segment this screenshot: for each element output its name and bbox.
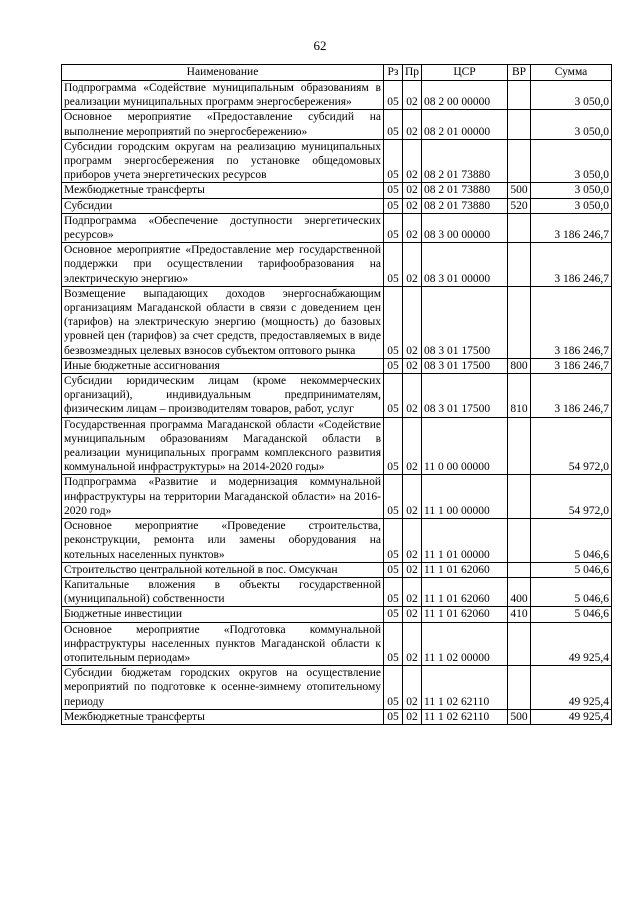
header-rz: Рз — [384, 65, 403, 81]
cell-vr — [508, 519, 531, 563]
cell-vr — [508, 243, 531, 287]
cell-sum: 3 050,0 — [531, 198, 612, 213]
cell-vr — [508, 475, 531, 519]
header-pr: Пр — [403, 65, 422, 81]
cell-pr: 02 — [403, 475, 422, 519]
cell-name: Межбюджетные трансферты — [62, 183, 384, 198]
cell-pr: 02 — [403, 562, 422, 577]
cell-rz: 05 — [384, 607, 403, 622]
cell-rz: 05 — [384, 417, 403, 475]
cell-rz: 05 — [384, 110, 403, 139]
cell-pr: 02 — [403, 622, 422, 666]
cell-rz: 05 — [384, 198, 403, 213]
cell-name: Основное мероприятие «Подготовка коммунальной инфраструктуры населенных пунктов Магаданской области к отопительным периодам» — [62, 622, 384, 666]
table-row — [62, 81, 612, 110]
cell-csr: 11 1 01 62060 — [422, 607, 508, 622]
cell-pr: 02 — [403, 709, 422, 724]
cell-sum: 3 186 246,7 — [531, 358, 612, 373]
cell-pr: 02 — [403, 213, 422, 242]
table-row — [62, 374, 612, 418]
cell-rz: 05 — [384, 475, 403, 519]
page-number: 62 — [313, 38, 327, 53]
cell-name: Основное мероприятие «Предоставление мер государственной поддержки при осуществлении тарифообразования на электрическую энергию» — [62, 243, 384, 287]
cell-vr — [508, 666, 531, 710]
cell-sum: 5 046,6 — [531, 577, 612, 606]
cell-name: Капитальные вложения в объекты государственной (муниципальной) собственности — [62, 577, 384, 606]
header-name: Наименование — [62, 65, 384, 81]
cell-csr: 11 1 01 62060 — [422, 577, 508, 606]
cell-vr: 810 — [508, 374, 531, 418]
cell-vr: 500 — [508, 183, 531, 198]
cell-pr: 02 — [403, 243, 422, 287]
cell-csr: 11 1 00 00000 — [422, 475, 508, 519]
cell-rz: 05 — [384, 374, 403, 418]
table-row — [62, 475, 612, 519]
table-row — [62, 577, 612, 606]
cell-rz: 05 — [384, 213, 403, 242]
cell-sum: 3 050,0 — [531, 81, 612, 110]
table-row — [62, 519, 612, 563]
cell-sum: 3 050,0 — [531, 139, 612, 183]
cell-name: Субсидии бюджетам городских округов на осуществление мероприятий по подготовке к осенне-зимнему отопительному периоду — [62, 666, 384, 710]
table-row — [62, 417, 612, 475]
cell-csr: 11 1 02 62110 — [422, 709, 508, 724]
cell-pr: 02 — [403, 139, 422, 183]
cell-vr — [508, 81, 531, 110]
cell-pr: 02 — [403, 417, 422, 475]
cell-pr: 02 — [403, 607, 422, 622]
cell-rz: 05 — [384, 709, 403, 724]
cell-pr: 02 — [403, 666, 422, 710]
cell-sum: 5 046,6 — [531, 519, 612, 563]
cell-sum: 5 046,6 — [531, 562, 612, 577]
cell-name: Подпрограмма «Содействие муниципальным образованиям в реализации муниципальных программ энергосбережения» — [62, 81, 384, 110]
cell-name: Бюджетные инвестиции — [62, 607, 384, 622]
header-vr: ВР — [508, 65, 531, 81]
cell-rz: 05 — [384, 358, 403, 373]
cell-pr: 02 — [403, 358, 422, 373]
cell-csr: 11 1 02 62110 — [422, 666, 508, 710]
cell-csr: 08 3 01 00000 — [422, 243, 508, 287]
cell-csr: 08 3 01 17500 — [422, 286, 508, 358]
cell-sum: 49 925,4 — [531, 666, 612, 710]
cell-name: Строительство центральной котельной в пос. Омсукчан — [62, 562, 384, 577]
cell-pr: 02 — [403, 374, 422, 418]
cell-name: Субсидии юридическим лицам (кроме некоммерческих организаций), индивидуальным предпринимателям, физическим лицам – производителям товаров, работ, услуг — [62, 374, 384, 418]
table-row — [62, 213, 612, 242]
cell-name: Подпрограмма «Обеспечение доступности энергетических ресурсов» — [62, 213, 384, 242]
cell-rz: 05 — [384, 562, 403, 577]
cell-pr: 02 — [403, 577, 422, 606]
table-row — [62, 358, 612, 373]
table-row — [62, 183, 612, 198]
cell-csr: 08 2 01 73880 — [422, 183, 508, 198]
cell-vr — [508, 562, 531, 577]
table-header-row — [62, 65, 612, 81]
table-row — [62, 709, 612, 724]
cell-pr: 02 — [403, 198, 422, 213]
cell-name: Межбюджетные трансферты — [62, 709, 384, 724]
table-row — [62, 110, 612, 139]
cell-vr — [508, 286, 531, 358]
cell-sum: 3 186 246,7 — [531, 243, 612, 287]
cell-vr: 400 — [508, 577, 531, 606]
header-sum: Сумма — [531, 65, 612, 81]
cell-rz: 05 — [384, 622, 403, 666]
cell-rz: 05 — [384, 519, 403, 563]
cell-name: Субсидии городским округам на реализацию муниципальных программ энергосбережения по установке общедомовых приборов учета энергетических ресурсов — [62, 139, 384, 183]
cell-rz: 05 — [384, 666, 403, 710]
table-row — [62, 139, 612, 183]
cell-rz: 05 — [384, 183, 403, 198]
cell-sum: 49 925,4 — [531, 622, 612, 666]
cell-vr: 500 — [508, 709, 531, 724]
cell-csr: 11 0 00 00000 — [422, 417, 508, 475]
table-row — [62, 666, 612, 710]
cell-name: Возмещение выпадающих доходов энергоснабжающим организациям Магаданской области в связи с доведением цен (тарифов) на электрическую энергию (мощность) до базовых уровней цен (тарифов) за счет средств, предоставляемых в виде безвозмездных целевых взносов субъектом оптового рынка — [62, 286, 384, 358]
cell-csr: 08 2 00 00000 — [422, 81, 508, 110]
cell-sum: 3 050,0 — [531, 110, 612, 139]
cell-name: Субсидии — [62, 198, 384, 213]
cell-csr: 11 1 01 62060 — [422, 562, 508, 577]
header-csr: ЦСР — [422, 65, 508, 81]
cell-rz: 05 — [384, 286, 403, 358]
cell-csr: 11 1 01 00000 — [422, 519, 508, 563]
cell-sum: 3 186 246,7 — [531, 213, 612, 242]
budget-table — [61, 64, 612, 725]
cell-pr: 02 — [403, 519, 422, 563]
cell-vr — [508, 110, 531, 139]
cell-csr: 08 2 01 73880 — [422, 139, 508, 183]
cell-name: Основное мероприятие «Проведение строительства, реконструкции, ремонта или замены оборудования на котельных населенных пунктов» — [62, 519, 384, 563]
cell-rz: 05 — [384, 243, 403, 287]
cell-sum: 49 925,4 — [531, 709, 612, 724]
cell-csr: 08 2 01 73880 — [422, 198, 508, 213]
cell-name: Подпрограмма «Развитие и модернизация коммунальной инфраструктуры на территории Магаданской области» на 2016-2020 год» — [62, 475, 384, 519]
table-row — [62, 243, 612, 287]
cell-vr — [508, 417, 531, 475]
cell-vr: 520 — [508, 198, 531, 213]
cell-sum: 3 050,0 — [531, 183, 612, 198]
cell-vr — [508, 139, 531, 183]
cell-rz: 05 — [384, 139, 403, 183]
cell-pr: 02 — [403, 110, 422, 139]
table-row — [62, 286, 612, 358]
cell-vr: 410 — [508, 607, 531, 622]
cell-name: Иные бюджетные ассигнования — [62, 358, 384, 373]
cell-csr: 08 2 01 00000 — [422, 110, 508, 139]
cell-sum: 54 972,0 — [531, 475, 612, 519]
cell-pr: 02 — [403, 286, 422, 358]
cell-sum: 54 972,0 — [531, 417, 612, 475]
cell-rz: 05 — [384, 81, 403, 110]
cell-sum: 3 186 246,7 — [531, 374, 612, 418]
table-row — [62, 198, 612, 213]
cell-vr: 800 — [508, 358, 531, 373]
cell-csr: 08 3 00 00000 — [422, 213, 508, 242]
cell-vr — [508, 622, 531, 666]
cell-sum: 3 186 246,7 — [531, 286, 612, 358]
cell-csr: 08 3 01 17500 — [422, 358, 508, 373]
table-row — [62, 562, 612, 577]
cell-name: Государственная программа Магаданской области «Содействие муниципальным образованиям Магаданской области в реализации муниципальных программ комплексного развития коммунальной инфраструктуры» на 2014-2020 годы» — [62, 417, 384, 475]
cell-rz: 05 — [384, 577, 403, 606]
cell-vr — [508, 213, 531, 242]
cell-csr: 08 3 01 17500 — [422, 374, 508, 418]
cell-sum: 5 046,6 — [531, 607, 612, 622]
cell-pr: 02 — [403, 183, 422, 198]
table-row — [62, 622, 612, 666]
cell-csr: 11 1 02 00000 — [422, 622, 508, 666]
cell-name: Основное мероприятие «Предоставление субсидий на выполнение мероприятий по энергосбережению» — [62, 110, 384, 139]
cell-pr: 02 — [403, 81, 422, 110]
table-row — [62, 607, 612, 622]
